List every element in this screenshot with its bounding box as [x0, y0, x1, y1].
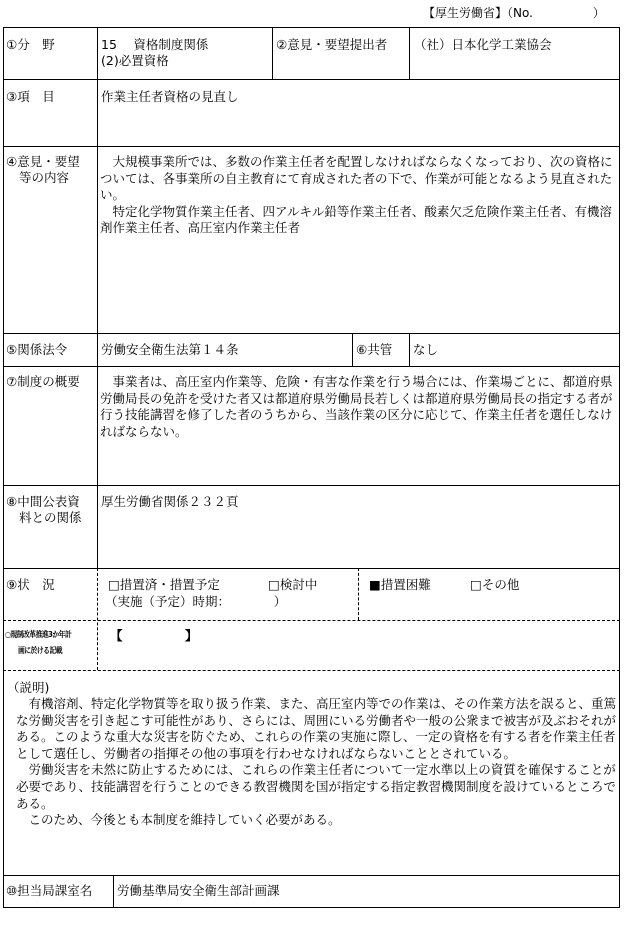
row-divider	[3, 568, 620, 569]
row-divider	[3, 333, 620, 334]
status-option-label: 検討中	[279, 577, 318, 592]
system-overview-label: ⑦制度の概要	[6, 374, 80, 389]
table-left-border	[3, 27, 4, 908]
row-divider	[3, 485, 620, 486]
related-law-label: ⑤関係法令	[6, 342, 68, 357]
column-divider	[409, 333, 410, 366]
row-divider	[3, 79, 620, 80]
request-content	[100, 154, 617, 237]
request-paragraph: 大規模事業所では、多数の作業主任者を配置しなければならなくなっており、次の資格については、各事業所の自主教育にて育成された者の下で、作業が可能となるよう見直されたい。	[100, 154, 613, 203]
item-label: ③項 目	[6, 89, 55, 104]
submitter-label: ②意見・要望提出者	[276, 37, 388, 52]
plan-value: 【 】	[110, 628, 198, 643]
field-value-line1: 15 資格制度関係	[101, 37, 209, 52]
checkbox-unchecked-icon[interactable]: □	[470, 577, 482, 592]
item-value: 作業主任者資格の見直し	[101, 89, 239, 104]
related-law-value: 労働安全衛生法第１４条	[101, 342, 239, 357]
interim-label-line2: 料との関係	[19, 510, 82, 525]
checkbox-unchecked-icon[interactable]: □	[268, 577, 280, 592]
responsible-office-label: ⑩担当局課室名	[6, 883, 93, 898]
field-value-line2: (2)必置資格	[101, 53, 169, 68]
explanation-paragraph: 有機溶剤、特定化学物質等を取り扱う作業、また、高圧室内等での作業は、その作業方法を誤ると、重篤な労働災害を引き起こす可能性があり、さらには、周囲にいる労働者や一般の公衆まで被害が及ぶおそれがある。このような重大な災害を防ぐため、これらの作業の実施に際し、一定の資格を有する者を作業主任者として選任し、労働者の指揮その他の事項を行わせなければならないこととされている。	[16, 696, 617, 761]
row-divider	[3, 366, 620, 367]
status-option-label: 措置済・措置予定	[119, 577, 220, 592]
row-divider	[3, 27, 620, 28]
plan-label-line2: 画に於ける記載	[18, 646, 63, 655]
checkbox-unchecked-icon[interactable]: □	[108, 577, 120, 592]
status-option-other[interactable]	[470, 577, 519, 594]
status-option-label: 措置困難	[380, 577, 431, 592]
interim-value: 厚生労働省関係２３２頁	[101, 494, 239, 509]
row-divider	[3, 875, 620, 876]
status-option-done[interactable]	[108, 577, 220, 594]
column-divider	[409, 27, 410, 79]
checkbox-checked-icon[interactable]: ■	[369, 577, 381, 592]
plan-label-line1: ○規制改革推進3か年計	[5, 630, 72, 639]
system-overview-text: 事業者は、高圧室内作業等、危険・有害な作業を行う場合には、作業場ごとに、都道府県労働局長の免許を受けた者又は都道府県労働局長若しくは都道府県労働局長の指定する者が行う技能講習を修了した者のうちから、当該作業の区分に応じて、作業主任者を選任しなければならない。	[100, 374, 613, 439]
table-right-border	[619, 27, 620, 908]
ministry-header: 【厚生労働省】（No. ）	[423, 6, 605, 20]
column-divider	[272, 27, 273, 79]
interim-label-line1: ⑧中間公表資	[6, 494, 80, 509]
explanation-heading: （説明)	[7, 680, 50, 695]
request-label-line1: ④意見・要望	[6, 154, 80, 169]
label-column-divider	[97, 27, 98, 568]
status-label: ⑨状 況	[6, 577, 55, 592]
request-label-line2: 等の内容	[19, 170, 70, 185]
explanation-paragraph: 労働災害を未然に防止するためには、これらの作業主任者について一定水準以上の資質を確保することが必要であり、技能講習を行うことのできる教習機関を国が指定する指定教習機関制度を設けているところである。	[16, 762, 616, 811]
row-divider	[3, 146, 620, 147]
explanation-body	[16, 696, 616, 829]
request-paragraph: 特定化学物質作業主任者、四アルキル鉛等作業主任者、酸素欠乏危険作業主任者、有機溶剤作業主任者、高圧室内作業主任者	[100, 203, 612, 236]
field-label: ①分 野	[6, 37, 55, 52]
row-divider-dashed	[3, 620, 620, 621]
explanation-paragraph: このため、今後とも本制度を維持していく必要がある。	[16, 812, 341, 828]
responsible-office-value: 労働基準局安全衛生部計画課	[117, 883, 280, 898]
implementation-period: （実施（予定）時期： ）	[105, 594, 287, 609]
submitter-value: （社）日本化学工業協会	[414, 37, 552, 52]
column-divider	[352, 333, 353, 366]
status-option-reviewing[interactable]	[268, 577, 317, 594]
joint-jurisdiction-value: なし	[413, 342, 439, 357]
row-divider-dashed	[3, 670, 620, 671]
status-option-label: その他	[481, 577, 520, 592]
label-column-divider-dashed	[97, 568, 98, 670]
row-divider	[3, 907, 620, 908]
joint-jurisdiction-label: ⑥共管	[356, 342, 393, 357]
column-divider	[113, 875, 114, 907]
status-option-difficult[interactable]	[369, 577, 431, 594]
status-column-divider-dashed	[358, 568, 359, 620]
